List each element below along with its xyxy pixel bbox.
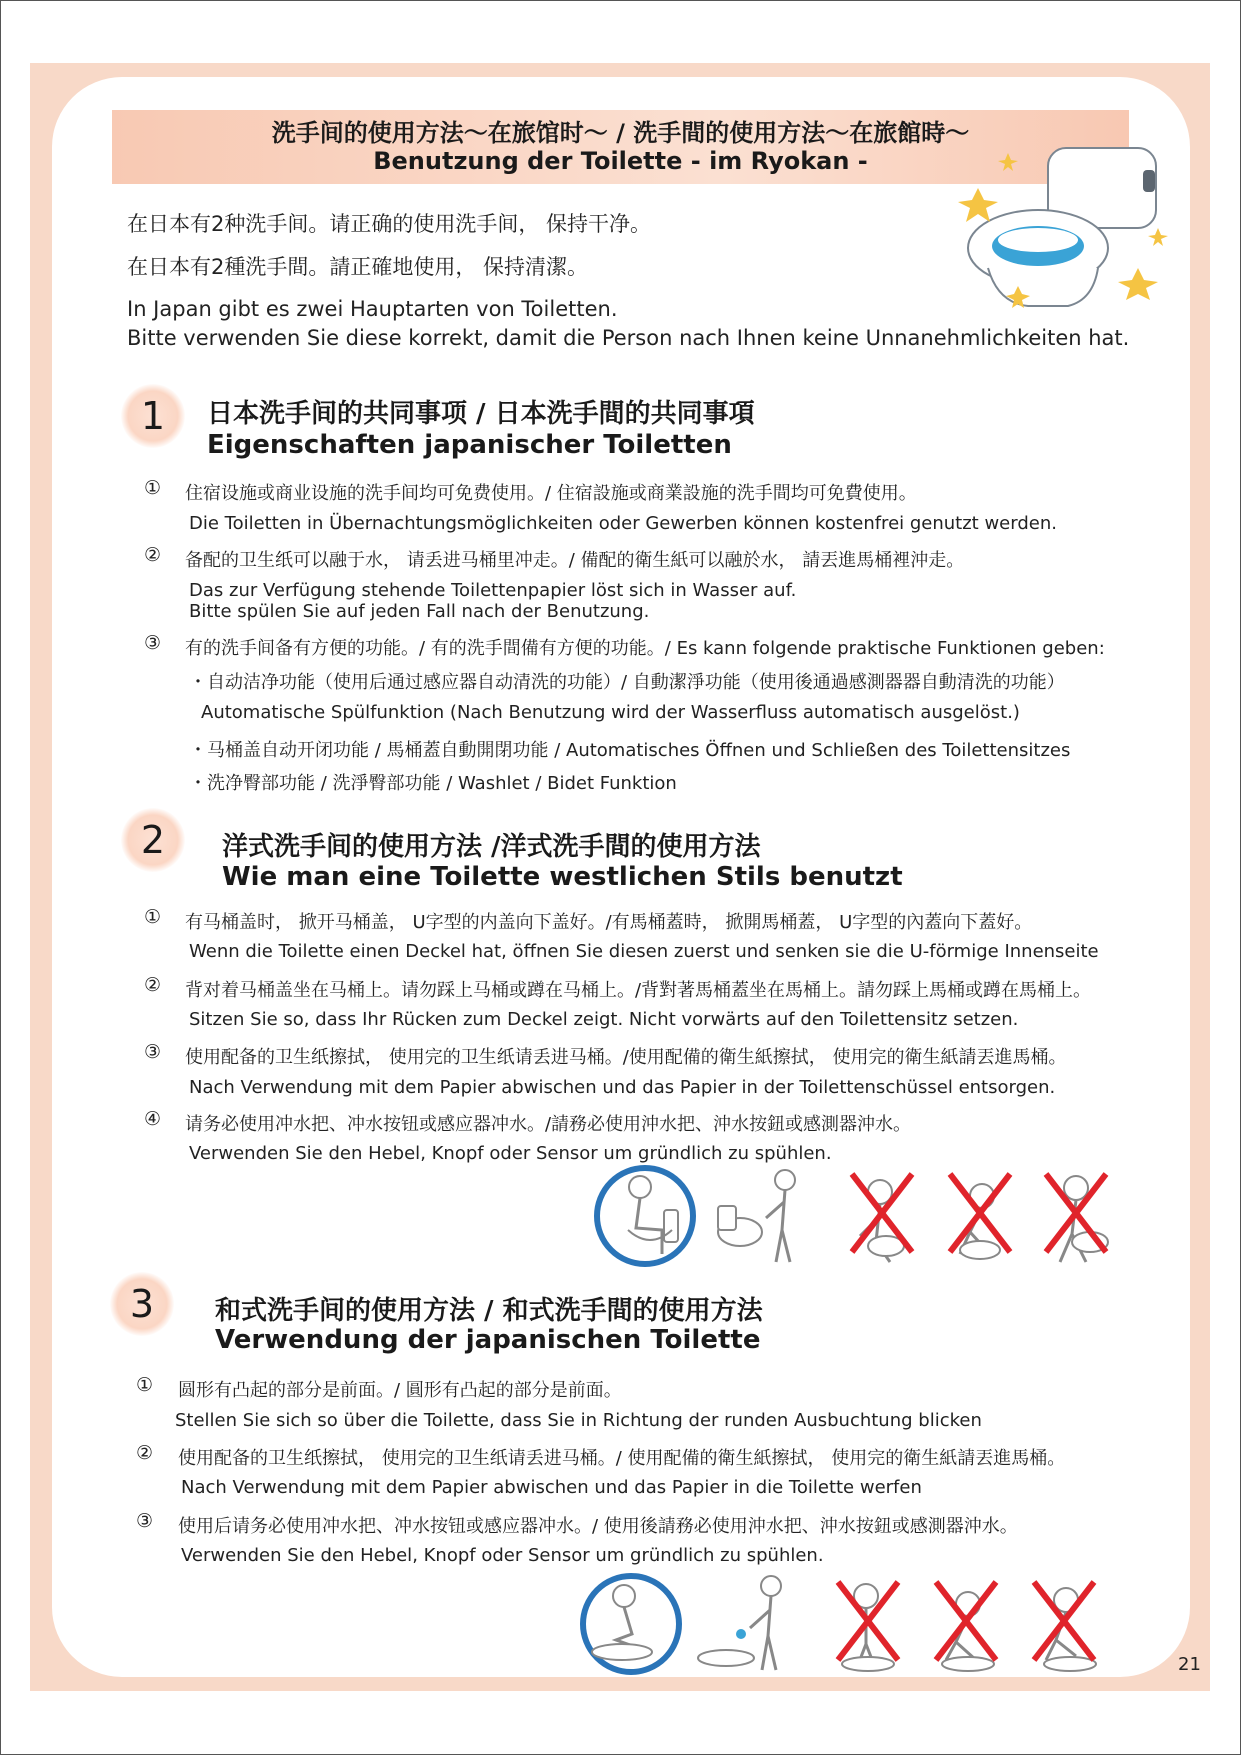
item-number: ② — [136, 1442, 154, 1464]
item-text-german: Nach Verwendung mit dem Papier abwischen und das Papier in der Toilettenschüssel entsorgen. — [189, 1077, 1056, 1098]
item-number: ① — [136, 1374, 154, 1396]
function-bullet: ・马桶盖自动开闭功能 / 馬桶蓋自動開閉功能 / Automatisches Öffnen und Schließen des Toilettensitzes — [189, 740, 1071, 761]
section-heading-chinese: 洋式洗手间的使用方法 /洋式洗手間的使用方法 — [222, 832, 761, 862]
section-heading-german: Eigenschaften japanischer Toiletten — [207, 430, 732, 460]
section-number-badge: 1 — [121, 384, 185, 448]
section-heading-chinese: 日本洗手间的共同事项 / 日本洗手間的共同事項 — [207, 399, 755, 429]
japanese-toilet-pictograms — [576, 1570, 1131, 1680]
intro-german-2: Bitte verwenden Sie diese korrekt, damit die Person nach Ihnen keine Unnanehmlichkeiten hat. — [127, 326, 1130, 350]
toilet-illustration — [958, 128, 1168, 318]
function-bullet: ・洗净臀部功能 / 洗淨臀部功能 / Washlet / Bidet Funktion — [189, 773, 677, 794]
item-text-german: Sitzen Sie so, dass Ihr Rücken zum Deckel zeigt. Nicht vorwärts auf den Toilettensitz setzen. — [189, 1009, 1019, 1030]
section-number-badge: 3 — [110, 1272, 174, 1336]
intro-simplified: 在日本有2种洗手间。请正确的使用洗手间， 保持干净。 — [127, 212, 652, 236]
item-text-chinese: 请务必使用冲水把、冲水按钮或感应器冲水。/請務必使用沖水把、沖水按鈕或感測器沖水。 — [185, 1114, 912, 1135]
function-bullet: Automatische Spülfunktion (Nach Benutzung wird der Wasserfluss automatisch ausgelöst.) — [201, 702, 1020, 723]
wrong-posture-icon — [950, 1174, 1010, 1259]
item-number: ④ — [144, 1108, 162, 1130]
item-text-german: Verwenden Sie den Hebel, Knopf oder Sensor um gründlich zu spühlen. — [181, 1545, 824, 1566]
wrong-posture-icon — [838, 1582, 898, 1671]
wrong-posture-icon — [852, 1174, 912, 1262]
item-text-chinese: 使用配备的卫生纸擦拭， 使用完的卫生纸请丢进马桶。/使用配備的衛生紙擦拭， 使用完的衛生紙請丟進馬桶。 — [185, 1047, 1067, 1068]
intro-german-1: In Japan gibt es zwei Hauptarten von Toiletten. — [127, 297, 618, 321]
wrong-posture-icon — [936, 1582, 996, 1671]
item-text-chinese: 有马桶盖时， 掀开马桶盖， U字型的内盖向下盖好。/有馬桶蓋時， 掀開馬桶蓋， U字型的內蓋向下蓋好。 — [185, 912, 1033, 933]
item-number: ② — [144, 974, 162, 996]
wrong-posture-icon — [1046, 1174, 1108, 1262]
item-text-german: Nach Verwendung mit dem Papier abwischen und das Papier in die Toilette werfen — [181, 1477, 922, 1498]
item-number: ① — [144, 906, 162, 928]
flushing-icon — [698, 1576, 781, 1670]
item-text-german: Die Toiletten in Übernachtungsmöglichkeiten oder Gewerben können kostenfrei genutzt werden. — [189, 513, 1057, 534]
item-number: ① — [144, 477, 162, 499]
flushing-icon — [718, 1170, 795, 1262]
correct-squatting-icon — [583, 1576, 679, 1672]
item-text-chinese: 使用后请务必使用冲水把、冲水按钮或感应器冲水。/ 使用後請務必使用沖水把、沖水按鈕或感測器沖水。 — [178, 1516, 1018, 1537]
correct-sitting-icon — [597, 1168, 693, 1264]
page-number: 21 — [1178, 1654, 1201, 1675]
item-text-german: Verwenden Sie den Hebel, Knopf oder Sensor um gründlich zu spühlen. — [189, 1143, 832, 1164]
item-text-german: Das zur Verfügung stehende Toilettenpapier löst sich in Wasser auf. — [189, 580, 797, 601]
section-heading-german: Wie man eine Toilette westlichen Stils benutzt — [222, 862, 903, 892]
title-german: Benutzung der Toilette - im Ryokan - — [373, 147, 868, 175]
wrong-posture-icon — [1034, 1582, 1096, 1671]
item-text-chinese: 备配的卫生纸可以融于水， 请丢进马桶里冲走。/ 備配的衛生紙可以融於水， 請丟進馬桶裡沖走。 — [185, 550, 965, 571]
item-text-chinese: 住宿设施或商业设施的洗手间均可免费使用。/ 住宿設施或商業設施的洗手間均可免費使用。 — [185, 483, 917, 504]
function-bullet: ・自动洁净功能（使用后通过感应器自动清洗的功能）/ 自動潔淨功能（使用後通過感測器器自動清洗的功能） — [189, 672, 1065, 693]
item-number: ③ — [136, 1510, 154, 1532]
item-text-chinese: 背对着马桶盖坐在马桶上。请勿踩上马桶或蹲在马桶上。/背對著馬桶蓋坐在馬桶上。請勿踩上馬桶或蹲在馬桶上。 — [185, 980, 1092, 1001]
item-text-chinese: 使用配备的卫生纸擦拭， 使用完的卫生纸请丢进马桶。/ 使用配備的衛生紙擦拭， 使用完的衛生紙請丟進馬桶。 — [178, 1448, 1066, 1469]
item-number: ③ — [144, 1041, 162, 1063]
intro-traditional: 在日本有2種洗手間。請正確地使用， 保持清潔。 — [127, 255, 589, 279]
western-toilet-pictograms — [590, 1162, 1145, 1272]
item-text-german: Bitte spülen Sie auf jeden Fall nach der Benutzung. — [189, 601, 650, 622]
item-text-german: Wenn die Toilette einen Deckel hat, öffnen Sie diesen zuerst und senken sie die U-förmige Innenseite — [189, 941, 1099, 962]
title-chinese: 洗手间的使用方法～在旅馆时～ / 洗手間的使用方法～在旅館時～ — [271, 119, 970, 147]
item-text-german: Stellen Sie sich so über die Toilette, dass Sie in Richtung der runden Ausbuchtung blicken — [175, 1410, 982, 1431]
section-heading-german: Verwendung der japanischen Toilette — [215, 1325, 761, 1355]
section-heading-chinese: 和式洗手间的使用方法 / 和式洗手間的使用方法 — [215, 1296, 763, 1326]
section-number-badge: 2 — [121, 808, 185, 872]
item-text-chinese: 圆形有凸起的部分是前面。/ 圓形有凸起的部分是前面。 — [178, 1380, 622, 1401]
item-text-chinese: 有的洗手间备有方便的功能。/ 有的洗手間備有方便的功能。/ Es kann folgende praktische Funktionen geben: — [185, 638, 1105, 659]
item-number: ③ — [144, 632, 162, 654]
item-number: ② — [144, 544, 162, 566]
